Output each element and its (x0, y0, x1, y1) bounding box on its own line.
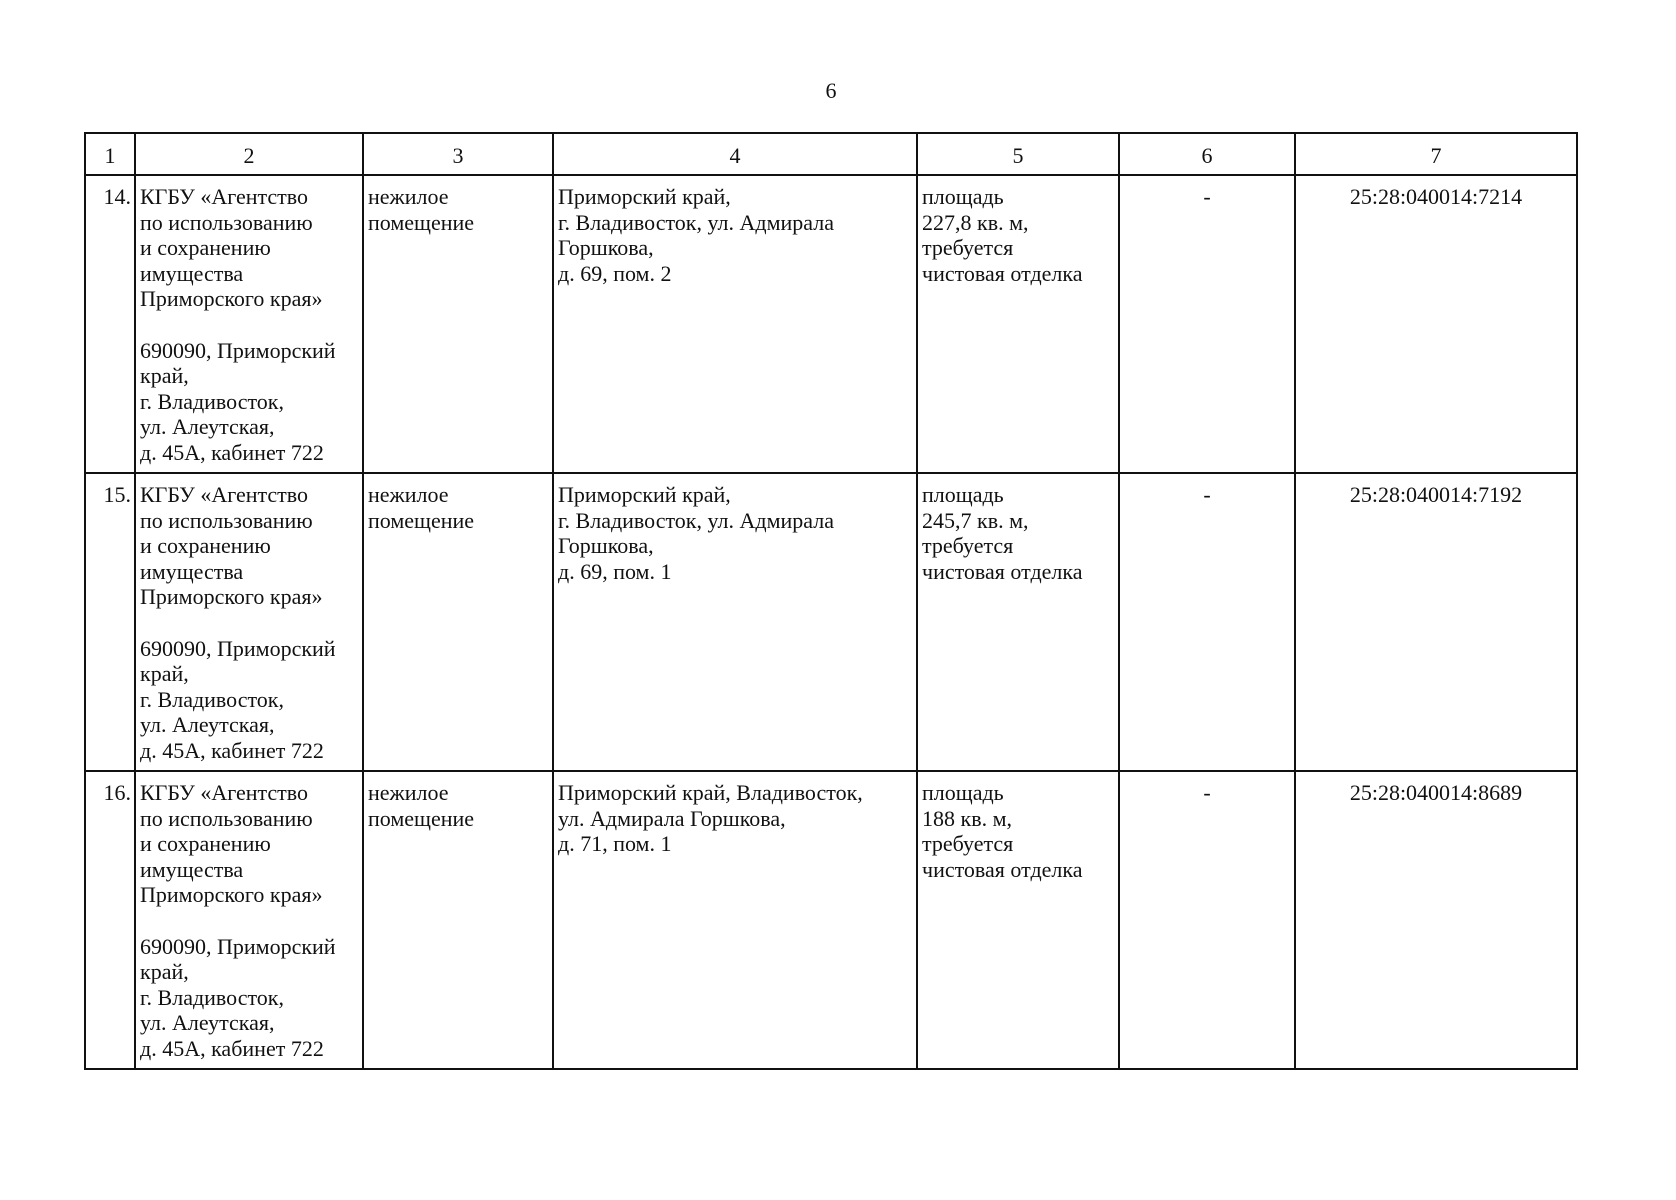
header-row (85, 133, 1577, 175)
column-header: 3 (363, 133, 553, 175)
organization-address: 690090, Приморский край, г. Владивосток, ул. Алеутская, д. 45А, кабинет 722 (140, 933, 336, 1061)
organization-name: КГБУ «Агентство по использованию и сохранению имущества Приморского края» (140, 184, 323, 311)
column-header: 4 (553, 133, 917, 175)
row-number: 15. (85, 473, 135, 771)
property-description: площадь 227,8 кв. м, требуется чистовая отделка (917, 175, 1119, 473)
organization-name: КГБУ «Агентство по использованию и сохранению имущества Приморского края» (140, 780, 323, 907)
row-number: 14. (85, 175, 135, 473)
organization-cell (135, 771, 363, 1069)
property-address: Приморский край, г. Владивосток, ул. Адмирала Горшкова, д. 69, пом. 1 (553, 473, 917, 771)
row-number: 16. (85, 771, 135, 1069)
column-6-value: - (1119, 175, 1295, 473)
property-address: Приморский край, г. Владивосток, ул. Адмирала Горшкова, д. 69, пом. 2 (553, 175, 917, 473)
property-type: нежилое помещение (363, 175, 553, 473)
table-row (85, 175, 1577, 473)
column-header: 5 (917, 133, 1119, 175)
property-description: площадь 188 кв. м, требуется чистовая отделка (917, 771, 1119, 1069)
column-header: 1 (85, 133, 135, 175)
cadastral-number: 25:28:040014:8689 (1295, 771, 1577, 1069)
organization-address: 690090, Приморский край, г. Владивосток, ул. Алеутская, д. 45А, кабинет 722 (140, 337, 336, 465)
organization-cell (135, 175, 363, 473)
property-description: площадь 245,7 кв. м, требуется чистовая отделка (917, 473, 1119, 771)
property-table (84, 132, 1578, 1070)
property-type: нежилое помещение (363, 473, 553, 771)
column-6-value: - (1119, 771, 1295, 1069)
organization-cell (135, 473, 363, 771)
table-row (85, 473, 1577, 771)
organization-name: КГБУ «Агентство по использованию и сохранению имущества Приморского края» (140, 482, 323, 609)
column-header: 2 (135, 133, 363, 175)
column-6-value: - (1119, 473, 1295, 771)
property-type: нежилое помещение (363, 771, 553, 1069)
page-number: 6 (825, 78, 837, 103)
column-header: 7 (1295, 133, 1577, 175)
cadastral-number: 25:28:040014:7192 (1295, 473, 1577, 771)
cadastral-number: 25:28:040014:7214 (1295, 175, 1577, 473)
column-header: 6 (1119, 133, 1295, 175)
organization-address: 690090, Приморский край, г. Владивосток, ул. Алеутская, д. 45А, кабинет 722 (140, 635, 336, 763)
table-row (85, 771, 1577, 1069)
property-address: Приморский край, Владивосток, ул. Адмирала Горшкова, д. 71, пом. 1 (553, 771, 917, 1069)
